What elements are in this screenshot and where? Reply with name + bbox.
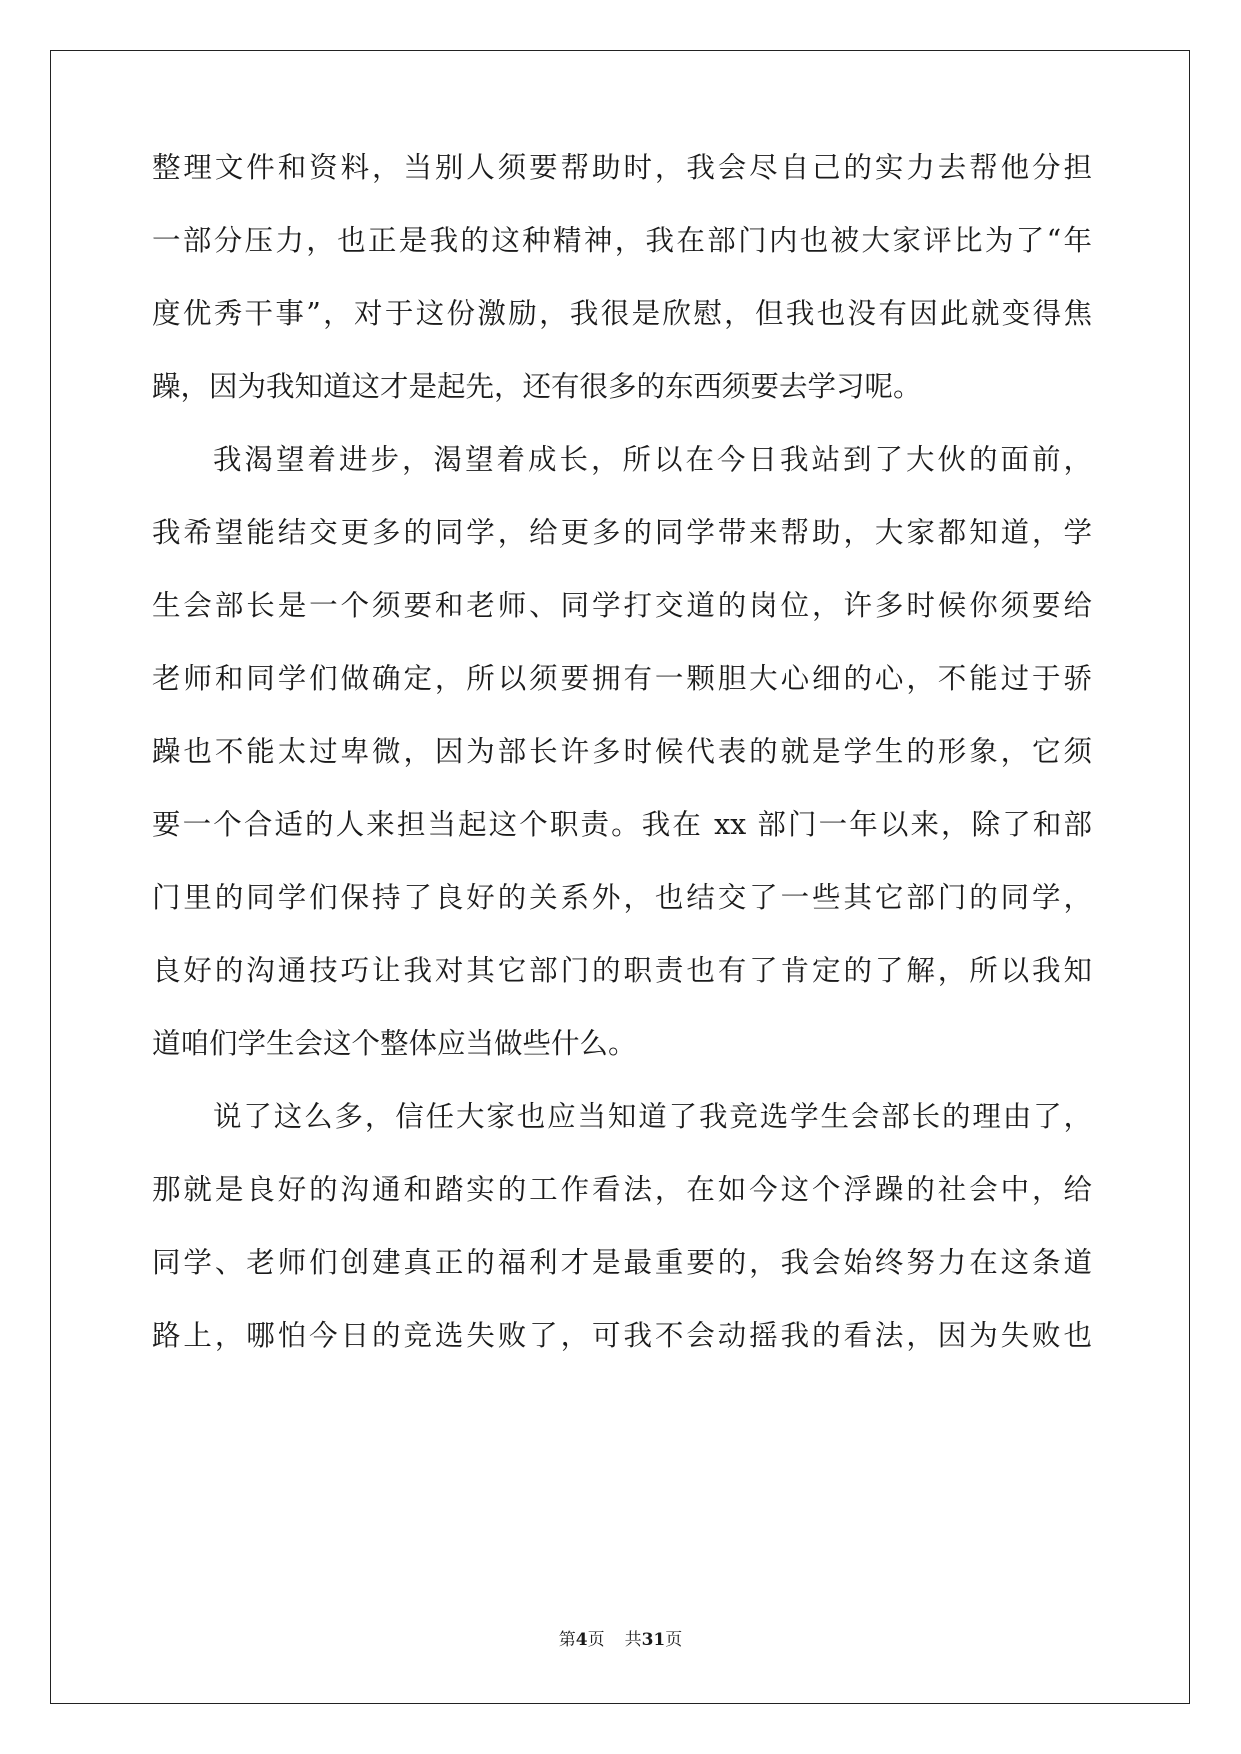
footer-total-pages: 31 bbox=[641, 1630, 666, 1650]
text-line: 生会部长是一个须要和老师、同学打交道的岗位，许多时候你须要给 bbox=[152, 589, 1092, 622]
text-line: 良好的沟通技巧让我对其它部门的职责也有了肯定的了解，所以我知 bbox=[152, 954, 1092, 987]
footer-page-suffix: 页 bbox=[587, 1630, 605, 1650]
text-line: 度优秀干事”，对于这份激励，我很是欣慰，但我也没有因此就变得焦 bbox=[152, 297, 1092, 330]
text-line: 路上，哪怕今日的竞选失败了，可我不会动摇我的看法，因为失败也 bbox=[152, 1319, 1092, 1352]
text-line: 老师和同学们做确定，所以须要拥有一颗胆大心细的心，不能过于骄 bbox=[152, 662, 1092, 695]
text-line: 躁也不能太过卑微，因为部长许多时候代表的就是学生的形象，它须 bbox=[152, 735, 1092, 768]
footer-page-number: 4 bbox=[575, 1630, 588, 1650]
text-line: 我希望能结交更多的同学，给更多的同学带来帮助，大家都知道，学 bbox=[152, 516, 1092, 549]
footer-page-prefix: 第 bbox=[558, 1630, 576, 1650]
text-line: 一部分压力，也正是我的这种精神，我在部门内也被大家评比为了“年 bbox=[152, 224, 1092, 257]
paragraph-start-line: 我渴望着进步，渴望着成长，所以在今日我站到了大伙的面前， bbox=[213, 443, 1092, 476]
text-line: 整理文件和资料，当别人须要帮助时，我会尽自己的实力去帮他分担 bbox=[152, 151, 1092, 184]
paragraph-start-line: 说了这么多，信任大家也应当知道了我竞选学生会部长的理由了， bbox=[213, 1100, 1092, 1133]
text-line: 躁，因为我知道这才是起先，还有很多的东西须要去学习呢。 bbox=[152, 370, 922, 403]
text-line: 道咱们学生会这个整体应当做些什么。 bbox=[152, 1027, 637, 1060]
footer-total-prefix: 共 bbox=[624, 1630, 642, 1650]
page-footer bbox=[0, 1628, 1241, 1652]
text-line: 同学、老师们创建真正的福利才是最重要的，我会始终努力在这条道 bbox=[152, 1246, 1092, 1279]
footer-total-suffix: 页 bbox=[665, 1630, 683, 1650]
text-line: 那就是良好的沟通和踏实的工作看法，在如今这个浮躁的社会中，给 bbox=[152, 1173, 1092, 1206]
text-line: 要一个合适的人来担当起这个职责。我在 xx 部门一年以来，除了和部 bbox=[152, 808, 1092, 841]
text-line: 门里的同学们保持了良好的关系外，也结交了一些其它部门的同学， bbox=[152, 881, 1092, 914]
